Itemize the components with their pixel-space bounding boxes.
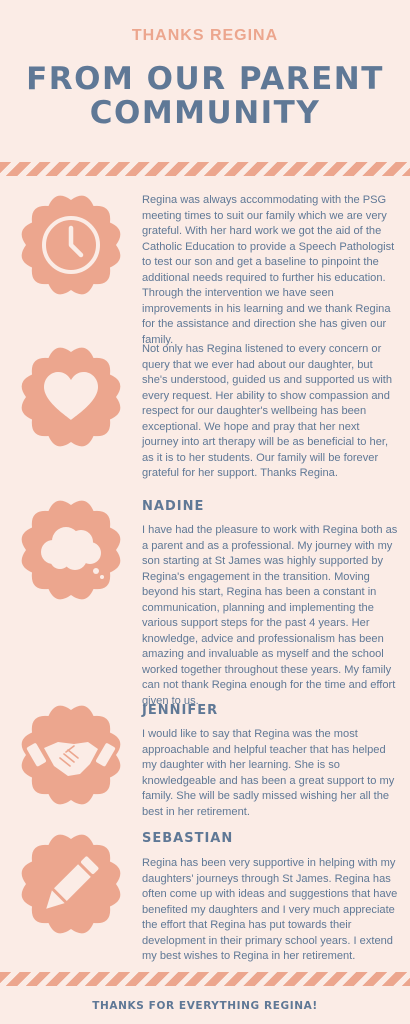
heart-badge [18,344,124,450]
handshake-icon [18,702,124,808]
testimonial-text-3: I have had the pleasure to work with Regina both as a parent and as a professional. My journey with my son starting at St James was highly supported by Regina's engagement in the transition. Moving beyond his start, Regina has been a constant in communication, planning and implementing the various support steps for the past 4 years. Her knowledge, advice and professionalism has been amazing and invaluable as myself and the school worked together throughout these years. My family can not thank Regina enough for the time and effort given to us. [142,524,398,707]
testimonial-text-4: I would like to say that Regina was the most approachable and helpful teacher that has helped my daughter with her learning. She is so knowledgeable and has been a great support to my family. She will be sadly missed wishing her all the best in her retirement. [142,728,395,818]
clock-icon [18,192,124,298]
bottom-stripe-divider [0,972,410,986]
page-title [0,62,410,130]
testimonial-name-nadine: NADINE [142,499,205,514]
thought-cloud-icon [18,497,124,603]
top-stripe-divider [0,162,410,176]
title-line-1: FROM OUR PARENT [26,61,384,97]
testimonial-text-2: Not only has Regina listened to every concern or query that we ever had about our daughter, but she's understood, guided us and supported us with every request. Her ability to show compassion and respect for our daughter's wellbeing has been exceptional. We hope and pray that her next journey into art therapy will be as beneficial to her, as it is to her students. Our family will be forever grateful for her support. Thanks Regina. [142,343,393,479]
footer-thanks: THANKS FOR EVERYTHING REGINA! [92,1000,318,1012]
clock-badge [18,192,124,298]
pencil-icon [18,831,124,937]
pencil-badge [18,831,124,937]
kicker-heading: THANKS REGINA [131,27,279,44]
title-line-2: COMMUNITY [89,95,321,131]
testimonial-name-jennifer: JENNIFER [142,703,219,718]
testimonial-name-sebastian: SEBASTIAN [142,831,234,846]
thought-cloud-badge [18,497,124,603]
testimonial-text-1: Regina was always accommodating with the PSG meeting times to suit our family which we are very grateful. With her hard work we got the aid of the Catholic Education to provide a Speech Pathologist to test our son and get a baseline to pinpoint the additional needs required to further his education. Through the intervention we have seen improvements in his learning and we thank Regina for the assistance and direction she has given our family. [142,194,395,346]
handshake-badge [18,702,124,808]
testimonial-text-5: Regina has been very supportive in helping with my daughters' journeys through St James. Regina has often come up with ideas and suggestions that have benefited my daughters and I very much appreciate the effort that Regina has put towards their development in their primary school years. I extend my best wishes to Regina in her retirement. [142,857,398,962]
heart-icon [18,344,124,450]
